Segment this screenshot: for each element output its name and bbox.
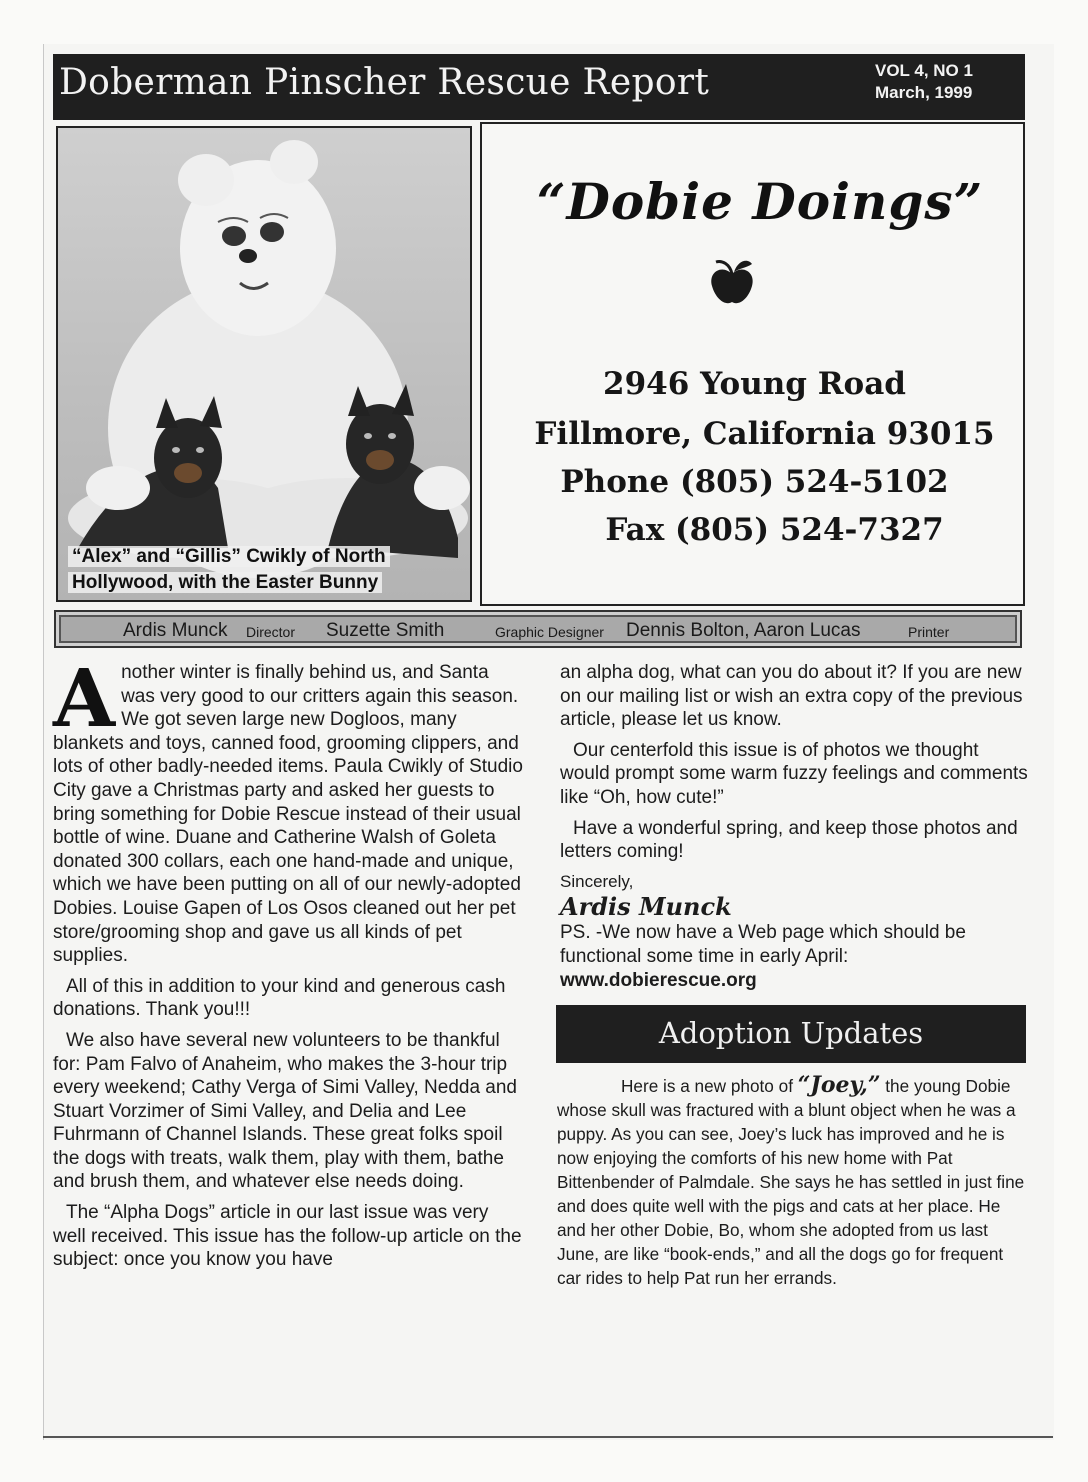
apple-icon [702,252,762,312]
photo-caption [68,544,468,596]
drop-cap: A [53,651,116,745]
issue-info [875,60,973,104]
letter-paragraph-6: Our centerfold this issue is of photos we thought would prompt some warm fuzzy feelings and comments like “Oh, how cute!” [560,739,1028,808]
letter-paragraph-4: The “Alpha Dogs” article in our last issue was very well received. This issue has the follow-up article on the subject: once you know you have [53,1202,522,1271]
letter-column-right [560,661,1030,992]
street-address: 2946 Young Road [603,366,906,402]
adoption-intro: Here is a new photo of [621,1076,793,1096]
director-role: Director [246,624,296,640]
letter-paragraph-5: an alpha dog, what can you do about it? If you are new on our mailing list or wish an extra copy of the previous article, please let us know. [560,662,1023,731]
city-state-zip: Fillmore, California 93015 [534,416,995,452]
letter-paragraph-3: We also have several new volunteers to be thankful for: Pam Falvo of Anaheim, who makes the 3-hour trip every weekend; Cathy Verga of Simi Valley, Nedda and Stuart Vorzimer of Simi Valley, and Delia and Lee Fuhrmann of Channel Islands. These great folks spoil the dogs with treats, walk them, play with them, bathe and brush them, and whatever else needs doing. [53,1029,517,1193]
letter-column-left [53,651,523,1272]
fax-number: Fax (805) 524-7327 [605,512,944,548]
volume-number: VOL 4, NO 1 [875,61,973,80]
masthead [53,54,1025,120]
signature: Ardis Munck [560,892,732,922]
page-bottom-rule [43,1436,1053,1438]
newsletter-title: “Dobie Doings” [536,172,984,231]
director-name: Ardis Munck [123,620,228,641]
letter-paragraph-7: Have a wonderful spring, and keep those photos and letters coming! [560,817,1018,863]
printer-names: Dennis Bolton, Aaron Lucas [626,620,861,641]
designer-role: Graphic Designer [495,624,604,640]
contact-panel [480,122,1025,606]
cover-photo [56,126,472,602]
designer-name: Suzette Smith [326,620,445,641]
easter-bunny-with-dobermans-illustration [58,128,470,600]
dog-name: “Joey,” [797,1072,881,1098]
adoption-body: the young Dobie whose skull was fractured with a blunt object when he was a puppy. As you can see, Joey’s luck has improved and he is now enjoying the comforts of his new home with Pat Bittenbender of Palmdale. She says he has settled in just fine and does quite well with the pigs and cats at her place. He and her other Dobie, Bo, whom she adopted from us last June, are like “book-ends,” and all the dogs go for frequent car rides to help Pat run her errands. [557,1076,1025,1288]
issue-date: March, 1999 [875,83,973,102]
letter-paragraph-1: Another winter is finally behind us, and Santa was very good to our critters again this season. We got seven large new Dogloos, many blankets and toys, canned food, grooming clippers, and lots of other badly-needed items. Paula Cwikly of Studio City gave a Christmas party and asked her guests to bring something for Dobie Rescue instead of their usual bottle of wine. Duane and Catherine Walsh of Goleta donated 300 collars, each one hand-made and unique, which we have been putting on all of our newly-adopted Dobies. Louise Gapen of Los Osos cleaned out her pet store/grooming shop and gave us all kinds of pet supplies. [53,651,523,967]
letter-paragraph-2: All of this in addition to your kind and generous cash donations. Thank you!!! [53,975,506,1021]
letter-closing: Sincerely, [560,871,634,891]
printer-role: Printer [908,624,950,640]
adoption-updates-header: Adoption Updates [556,1005,1026,1063]
photo-caption-line2: Hollywood, with the Easter Bunny [68,572,382,593]
website-url: www.dobierescue.org [560,969,757,991]
masthead-title: Doberman Pinscher Rescue Report [59,62,710,103]
postscript: PS. -We now have a Web page which should be functional some time in early April: [560,922,966,967]
staff-credits [54,610,1022,648]
phone-number: Phone (805) 524-5102 [560,464,949,500]
photo-caption-line1: “Alex” and “Gillis” Cwikly of North [68,546,390,567]
adoption-update-text [557,1073,1027,1290]
